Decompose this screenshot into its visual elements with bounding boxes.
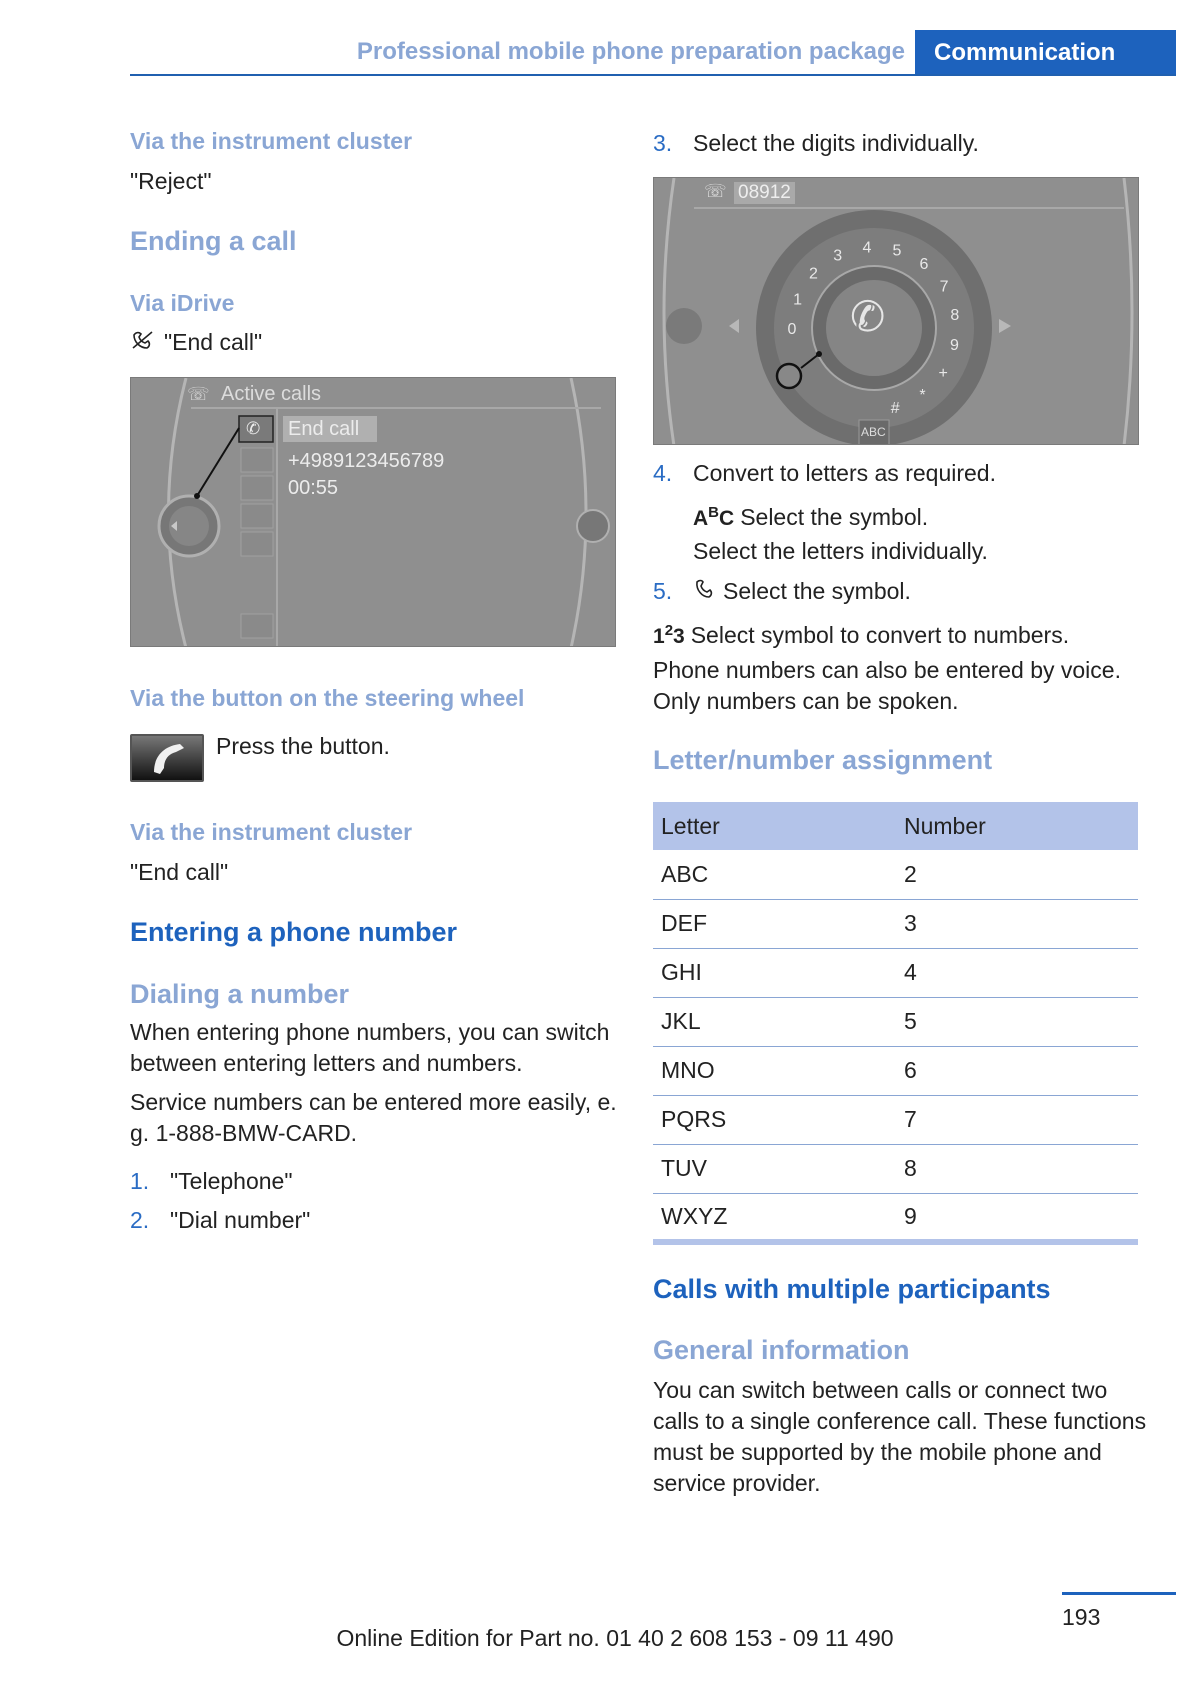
screen-frame-graphic bbox=[131, 378, 616, 647]
paragraph-general-information: You can switch between calls or connect two calls to a single conference call. These functions must be supported by the mobile phone and service provider. bbox=[653, 1377, 1147, 1496]
header-tab-communication: Communication bbox=[915, 30, 1176, 76]
table-header-row bbox=[653, 802, 1138, 850]
steering-wheel-phone-button-icon bbox=[130, 734, 204, 782]
numbers-symbol-instruction bbox=[653, 615, 1069, 652]
page-number-rule bbox=[1062, 1592, 1176, 1595]
dial-digit: 6 bbox=[919, 255, 929, 273]
step-5-number: 5. bbox=[653, 578, 673, 604]
select-letters-text: Select the letters individually. bbox=[693, 538, 988, 564]
paragraph-voice-entry: Phone numbers can also be entered by voice. Only numbers can be spoken. bbox=[653, 657, 1121, 714]
table-row bbox=[653, 899, 1138, 948]
cell-letter: PQRS bbox=[653, 1095, 896, 1144]
paragraph-service-numbers: Service numbers can be entered more easily, e. g. 1-888-BMW-CARD. bbox=[130, 1089, 617, 1146]
numbers-symbol-icon: $1^23$ bbox=[653, 622, 685, 648]
footer-edition-text: Online Edition for Part no. 01 40 2 608 153 - 09 11 490 bbox=[336, 1625, 894, 1651]
dial-digit: 9 bbox=[949, 337, 959, 354]
table-row bbox=[653, 948, 1138, 997]
dial-center-phone-icon: ✆ bbox=[850, 293, 886, 340]
cell-number: 2 bbox=[896, 850, 1138, 899]
abc-mode-label: ABC bbox=[861, 425, 886, 439]
dial-digit: 3 bbox=[833, 247, 843, 265]
step-2-text: "Dial number" bbox=[170, 1207, 311, 1233]
end-call-menu-icon: ✆ bbox=[246, 419, 261, 438]
dial-digit: 7 bbox=[939, 278, 949, 296]
end-call-menu-item: End call bbox=[288, 418, 360, 440]
paragraph-switch-letters-numbers: When entering phone numbers, you can switch between entering letters and numbers. bbox=[130, 1019, 610, 1076]
cell-number: 3 bbox=[896, 899, 1138, 948]
phone-symbol-icon bbox=[693, 577, 717, 608]
step-2-number: 2. bbox=[130, 1207, 150, 1233]
reject-text: "Reject" bbox=[130, 168, 212, 194]
heading-via-idrive: Via iDrive bbox=[130, 290, 235, 316]
cell-number: 8 bbox=[896, 1144, 1138, 1193]
end-call-idrive-label: "End call" bbox=[164, 329, 263, 355]
table-header-number: Number bbox=[896, 802, 1138, 850]
step-4-text: Convert to letters as required. bbox=[693, 460, 996, 486]
dial-digit: 1 bbox=[793, 291, 803, 309]
speller-phone-icon: ☏ bbox=[704, 181, 727, 201]
dial-digit: 8 bbox=[950, 306, 960, 324]
dial-digit: * bbox=[919, 387, 926, 405]
table-row bbox=[653, 850, 1138, 899]
heading-via-instrument-cluster: Via the instrument cluster bbox=[130, 128, 413, 154]
step-2 bbox=[130, 1205, 310, 1236]
dial-digit: 2 bbox=[809, 265, 818, 283]
step-1-text: "Telephone" bbox=[170, 1168, 293, 1194]
table-row bbox=[653, 1046, 1138, 1095]
dial-digit: 0 bbox=[787, 321, 797, 338]
header-section-title: Professional mobile phone preparation package bbox=[356, 38, 905, 65]
cell-letter: WXYZ bbox=[653, 1193, 896, 1242]
table-row bbox=[653, 997, 1138, 1046]
header-rule bbox=[130, 74, 1176, 76]
cell-letter: ABC bbox=[653, 850, 896, 899]
cell-letter: TUV bbox=[653, 1144, 896, 1193]
step-4 bbox=[653, 458, 996, 489]
heading-general-information: General information bbox=[653, 1335, 910, 1365]
dial-digit: 4 bbox=[862, 239, 872, 257]
letter-number-table bbox=[653, 802, 1138, 1245]
active-calls-icon: ☏ bbox=[187, 384, 210, 404]
heading-via-steering-wheel-button: Via the button on the steering wheel bbox=[130, 685, 525, 711]
abc-symbol-instruction bbox=[693, 497, 928, 534]
cell-number: 9 bbox=[896, 1193, 1138, 1242]
cell-number: 4 bbox=[896, 948, 1138, 997]
active-calls-title: Active calls bbox=[221, 383, 322, 405]
step-4-number: 4. bbox=[653, 460, 673, 486]
cell-letter: GHI bbox=[653, 948, 896, 997]
idrive-active-calls-screenshot bbox=[130, 377, 616, 647]
cell-number: 7 bbox=[896, 1095, 1138, 1144]
end-call-idrive bbox=[130, 327, 262, 359]
numbers-symbol-text: Select symbol to convert to numbers. bbox=[690, 622, 1070, 648]
table-row bbox=[653, 1095, 1138, 1144]
table-row bbox=[653, 1144, 1138, 1193]
press-button-text: Press the button. bbox=[216, 733, 390, 759]
step-5 bbox=[653, 576, 911, 608]
page-number: 193 bbox=[1062, 1604, 1101, 1630]
cell-letter: JKL bbox=[653, 997, 896, 1046]
step-3 bbox=[653, 128, 979, 159]
call-duration: 00:55 bbox=[288, 477, 339, 499]
end-call-icon bbox=[130, 328, 156, 359]
cell-number: 6 bbox=[896, 1046, 1138, 1095]
table-header-letter: Letter bbox=[653, 802, 896, 850]
heading-entering-phone-number: Entering a phone number bbox=[130, 917, 458, 947]
end-call-cluster-text: "End call" bbox=[130, 859, 229, 885]
step-3-number: 3. bbox=[653, 130, 673, 156]
abc-symbol-icon: $A^BC$ bbox=[693, 504, 735, 530]
idrive-digit-speller-screenshot bbox=[653, 177, 1139, 445]
heading-letter-number-assignment: Letter/number assignment bbox=[653, 745, 993, 775]
table-row bbox=[653, 1193, 1138, 1242]
dial-digit: + bbox=[938, 365, 948, 383]
calling-number: +4989123456789 bbox=[288, 450, 445, 472]
cell-number: 5 bbox=[896, 997, 1138, 1046]
cell-letter: MNO bbox=[653, 1046, 896, 1095]
heading-ending-a-call: Ending a call bbox=[130, 226, 297, 256]
abc-symbol-text: Select the symbol. bbox=[740, 504, 929, 530]
step-3-text: Select the digits individually. bbox=[693, 130, 979, 156]
step-1-number: 1. bbox=[130, 1168, 150, 1194]
entered-number: 08912 bbox=[734, 182, 795, 204]
step-5-text: Select the symbol. bbox=[723, 578, 911, 604]
dial-digit: 5 bbox=[892, 242, 902, 260]
heading-dialing-a-number: Dialing a number bbox=[130, 979, 350, 1009]
speller-graphic bbox=[654, 178, 1139, 445]
dial-digit: # bbox=[890, 400, 900, 418]
step-1 bbox=[130, 1166, 292, 1197]
heading-via-instrument-cluster-2: Via the instrument cluster bbox=[130, 819, 413, 845]
cell-letter: DEF bbox=[653, 899, 896, 948]
heading-calls-multiple-participants: Calls with multiple participants bbox=[653, 1274, 1051, 1304]
